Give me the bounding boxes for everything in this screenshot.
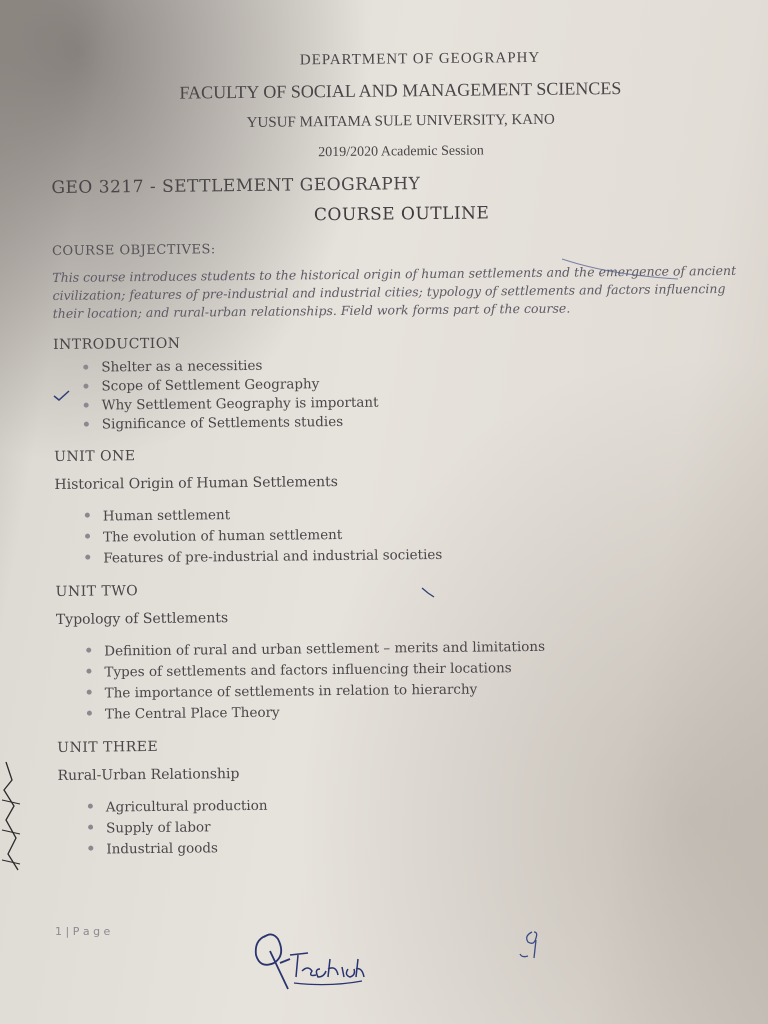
unit-two-title: UNIT TWO [55, 583, 139, 600]
pen-initial-mark-icon [518, 928, 548, 962]
objectives-title: COURSE OBJECTIVES: [51, 242, 216, 259]
bullet-icon [84, 403, 89, 408]
course-outline-content [50, 48, 758, 861]
bullet-icon [83, 384, 88, 389]
bullet-icon [84, 422, 89, 427]
bullet-icon [85, 513, 90, 518]
list-item-text: Significance of Settlements studies [101, 413, 344, 433]
course-code-title: GEO 3217 - SETTLEMENT GEOGRAPHY [51, 174, 421, 198]
introduction-list [81, 352, 754, 435]
unit-one-list [83, 500, 756, 570]
bullet-icon [83, 365, 88, 370]
list-item-text: The Central Place Theory [104, 704, 280, 723]
list-item-text: Agricultural production [105, 797, 268, 816]
unit-two-list [84, 635, 757, 726]
margin-doodle-icon [0, 760, 24, 880]
session-heading: 2019/2020 Academic Session [318, 143, 484, 161]
objectives-text: This course introduces students to the historical origin of human settlements and the emergence of ancient civilization; features of pre-industrial and industrial cities; typology of settlements and factors influencing their location; and rural-urban relationships. Field work forms part of the course. [52, 262, 737, 321]
unit-three-title: UNIT THREE [57, 738, 159, 756]
list-item-text: Scope of Settlement Geography [101, 376, 320, 395]
list-item-text: The importance of settlements in relation to hierarchy [104, 681, 478, 702]
unit-three-subtitle: Rural-Urban Relationship [57, 766, 240, 784]
bullet-icon [86, 648, 91, 653]
list-item-text: The evolution of human settlement [102, 526, 343, 546]
bullet-icon [85, 534, 90, 539]
unit-one-subtitle: Historical Origin of Human Settlements [54, 474, 338, 493]
bullet-icon [88, 825, 93, 830]
list-item-text: Features of pre-industrial and industrial societies [103, 546, 443, 567]
list-item-text: Types of settlements and factors influencing their locations [104, 660, 512, 681]
pen-stroke-mark-icon [560, 255, 680, 285]
list-item-text: Why Settlement Geography is important [101, 394, 379, 414]
signature-icon [250, 925, 370, 995]
university-heading: YUSUF MAITAMA SULE UNIVERSITY, KANO [246, 111, 555, 131]
bullet-icon [88, 846, 93, 851]
list-item-text: Supply of labor [106, 819, 211, 837]
list-item-text: Human settlement [102, 507, 231, 525]
bullet-icon [87, 690, 92, 695]
course-outline-heading: COURSE OUTLINE [313, 203, 490, 226]
faculty-heading: FACULTY OF SOCIAL AND MANAGEMENT SCIENCES [179, 78, 622, 103]
unit-three-list [86, 791, 759, 861]
letterhead [50, 48, 751, 164]
list-item-text: Definition of rural and urban settlement – merits and limitations [104, 638, 546, 660]
unit-two-subtitle: Typology of Settlements [55, 610, 229, 628]
bullet-icon [86, 669, 91, 674]
introduction-title: INTRODUCTION [52, 335, 181, 353]
pen-tick-mark-icon [52, 388, 72, 402]
pen-squiggle-mark-icon [420, 585, 436, 599]
bullet-icon [85, 555, 90, 560]
list-item-text: Shelter as a necessities [101, 357, 263, 376]
unit-one-title: UNIT ONE [54, 448, 136, 465]
bullet-icon [87, 711, 92, 716]
list-item-text: Industrial goods [106, 840, 219, 858]
department-heading: DEPARTMENT OF GEOGRAPHY [299, 49, 541, 69]
bullet-icon [88, 804, 93, 809]
page-number: 1 | P a g e [55, 925, 111, 938]
